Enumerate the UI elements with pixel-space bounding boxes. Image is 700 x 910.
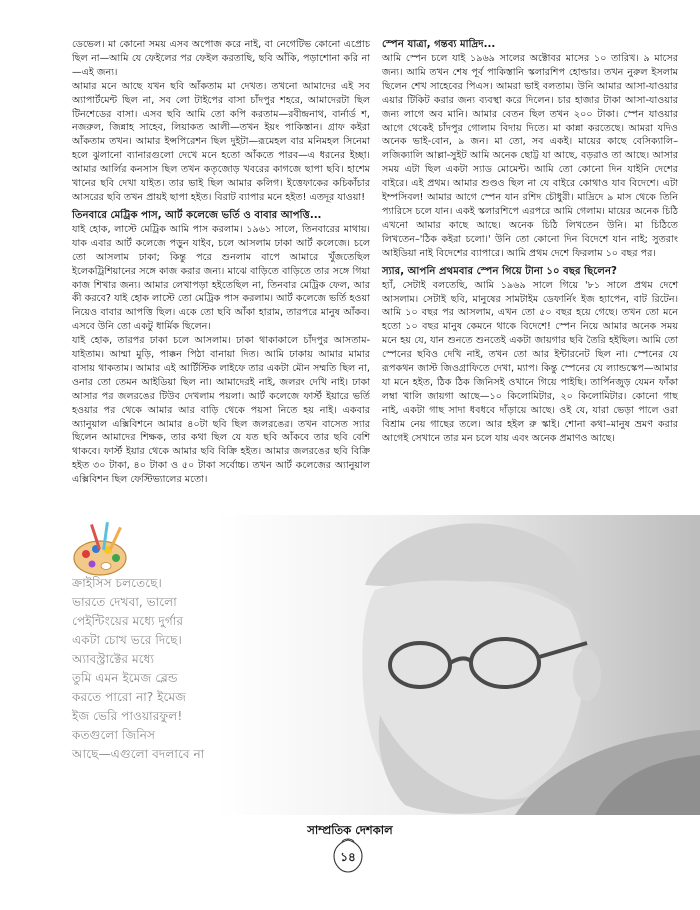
- spain-paragraph: আমি স্পেন চলে যাই ১৯৬৯ সালের অক্টোবর মাসের ১০ তারিখ। ৯ মাসের জন্য। আমি তখন শেষ পূর্ব পাকিস্তানি স্কলারশিপ হোল্ডার। তখন নুরুল ইসলাম ছিলেন শেখ সাহেবের পিএস। আমরা ভাই বলতাম। উনি আমার আসা-যাওয়ার এয়ার টিকিট করার জন্য ব্যবস্থা করে দিলেন। চার হাজার টাকা আসা-যাওয়ার জন্য লাগে অব মানি। আমার বেতন ছিল তখন ২০০ টাকা। স্পেন যাওয়ার আগে থেকেই চাঁদপুর গোলাম বিদায় দিতে। মা কান্না করতেছে। আমরা যদিও অনেক ভাই-বোন, ৯ জন। মা তো, সব একই। মায়ের কাছে বেসিক্যালি– লজিক্যালি আল্লা-সুইট আমি অনেক ছোট্ট যা আছে, বড়রাও তা আছে। আসার সময় এটা ছিল একটা স্যাড মোমেন্ট। আমি তো কোনো দিন যাইনি দেশের বাইরে। এই প্রথম। আমার শুণ্ডও ছিল না যে বাইরে কোথাও যাব বিদেশে। এটা ইম্পসিবল! আমার আগে স্পেন যান রশিদ চৌধুরী। মাদ্রিদে ৯ মাস থেকে তিনি প্যারিসে চলে যান। একই স্কলারশিপে এরপরে আমি গেলাম। মায়ের অনেক চিঠি এখনো আমার কাছে আছে। অনেক চিঠি লিখতেন উনি। মা চিঠিতে লিখতেন–'ঠিক কইরা চলো।' উনি তো কোনো দিন বিদেশে যান নাই; সুতরাং আইডিয়া নাই বিদেশের ব্যাপারে। আমি প্রথম দেশে ফিরলাম ১০ বছর পর।: [382, 53, 678, 259]
- pull-quote-block: [72, 522, 237, 812]
- matric-paragraph: যাই হোক, লাস্টে মেট্রিক আমি পাস করলাম। ১৯৬১ সালে, তিনবারের মাথায়। যাক এবার আর্ট কলেজে পড়ুন যাইব, চলে আসলাম ঢাকা আর্ট কলেজে। চলে তো আসলাম ঢাকা; কিন্তু পরে শুনলাম বাপে আমারে খুঁজতেছিল ইলেকট্রিশিয়ানের সঙ্গে কাজ করার জন্য। মাঝে বাড়িতে বাড়িতে তার সঙ্গে গিয়া কাজ শিখার জন্য। আমার লেখাপড়া হইতেছিল না, তিনবার মেট্রিক ফেল, আর কী করবে? যাই হোক লাস্টে তো মেট্রিক পাস করলাম। আর্ট কলেজে ভর্তি হওয়া নিয়েও বাবার আপত্তি ছিল। একে তো ছবি আঁকা হারাম, তারপরে মানুষ আঁকব। এসবে উনি তো একটু ধার্মিক ছিলেন।: [72, 223, 370, 333]
- section-heading-spain: স্পেন যাত্রা, গন্তব্য মাদ্রিদ...: [382, 39, 496, 50]
- page-number-ornament: [328, 836, 368, 876]
- magazine-title: সাম্প্রতিক দেশকাল: [307, 823, 393, 837]
- left-column: [72, 38, 370, 487]
- page-number: ১৪: [340, 850, 356, 864]
- answer-paragraph: হ্যাঁ, সেটাই বলতেছি, আমি ১৯৬৯ সালে গিয়ে '৮১ সালে প্রথম দেশে আসলাম। সেটাই ছবি, মানুষের সামটাইম ডেফার্নিং ইজ হ্যাপেন, বাট রিটেন। আমি ১০ বছর পর আসলাম, এখন তো ৫০ বছর হয়ে গেছে। তখন তো মনে হতো ১০ বছর মানুষ কেমনে থাকে বিদেশে! স্পেন নিয়ে আমার অনেক সময় মনে হয় যে, যান শুনতে শুনতেই একটা জায়গার ছবি তৈরি হইছিল। আমি তো স্পেনের ছবিও দেখি নাই, তখন তো আর ইন্টারনেট ছিল না। স্পেনের যে রূপকথন জাস্ট জিওগ্রাফিতে দেখা, ম্যাপ। কিন্তু স্পেনের যে ল্যান্ডস্কেপ—আমার যা মনে হইত, ঠিক ঠিক জিনিসই ওখানে গিয়ে পাইছি। তার্পিনজুড় যেমন ফাঁকা লম্বা খালি জায়গা আছে—১০ কিলোমিটার, ২০ কিলোমিটার। কোনো গাছ নাই, একটা গাছ সাদা ধবধবে দাঁড়ায়ে আছে। ওই যে, যারা ভেড়া পালে ওরা বিশ্রাম নেয় গাছের তলে। আর হইল রু স্কাই। শোনা কথা–মানুষ ভ্রমণ করার আগেই সেখানে তার মন চলে যায় এবং অনেক প্রমাণও আছে।: [382, 279, 678, 444]
- portrait-photo: [215, 515, 700, 815]
- pull-quote: ক্রাইসিস চলতেছে। ভারতে দেখবা, ভালো পেইন্টিংয়ের মধ্যে দুর্গার একটা চোখ ভরে দিছে। অ্যাবস্ট্রাক্টের মধ্যে তুমি এমন ইমেজ ব্লেন্ড করতে পারো না? ইমেজ ইজ ভেরি পাওয়ারফুল! কতগুলো জিনিস আছে—এগুলো বদলাবে না: [72, 576, 205, 761]
- question-heading: স্যার, আপনি প্রথমবার স্পেন গিয়ে টানা ১০ বছর ছিলেন?: [382, 265, 617, 277]
- paint-palette-icon: [72, 522, 134, 578]
- childhood-paragraph: আমার মনে আছে যখন ছবি আঁকতাম মা দেখত। তখনো আমাদের এই সব অ্যাপার্টমেন্ট ছিল না, সব লো টাইপের বাসা চাঁদপুর শহরে, আমাদেরটা ছিল টিনশেডের বাসা। এসব ছবি আমি তো কপি করতাম—রবীন্দ্রনাথ, বার্নার্ড শ, নজরুল, জিন্নাহ সাহেব, লিয়াকত আলী—তখন ইয়ং পাকিস্তান। গ্রাফ কইরা আঁকতাম তখন। আমার ইন্সপিরেশন ছিল দুইটা—রূমেহল বার মনিমহল সিনেমা হলে ঝুলানো ব্যানারগুলো দেখে মনে হতো আঁকতে পারব—এ ধরনের ইচ্ছা। আমার আর্লির কনসাস ছিল তখন কতৃজোড় খবরের কাগজে ছাপা ছবি। হাশেম খানের ছবি দেখা যাইত। তার ভাই ছিল আমার কলিগ। ইত্তেফাকের কচিকাঁচার আসরের ছবি তখন প্রায়ই ছাপা হইত। বিরাট ব্যাপার মনে হইত! এতদূর যাওয়া!: [72, 80, 370, 203]
- right-column: [382, 38, 678, 445]
- intro-paragraph: ডেভেল। মা কোনো সময় এসব অপোজ করে নাই, বা নেগেটিভ কোনো এপ্রোচ ছিল না—আমি যে ফেইলের পর ফেইল করতাছি, ছবি আঁকি, পড়াশোনা করি না—এই জন্য।: [72, 39, 370, 78]
- section-heading-matric: তিনবারে মেট্রিক পাস, আর্ট কলেজে ভর্তি ও বাবার আপত্তি...: [72, 209, 322, 221]
- dhaka-paragraph: যাই হোক, তারপর ঢাকা চলে আসলাম। ঢাকা থাকাকালে চাঁদপুর আসতাম-যাইতাম। আম্মা মুড়ি, পাক্কন পিঠা বানায়া দিত। আমি ঢাকায় আমার মামার বাসায় থাকতাম। আমার এই আর্টিস্টিক লাইফে তার একটা মৌন সম্মতি ছিল না, ওনার তো তেমন আইডিয়া ছিল না। আমাদেরই নাই, জলরং দেখি নাই। ঢাকা আসার পর জলরঙের টিউব দেখলাম পয়লা। আর্ট কলেজে ফার্স্ট ইয়ারে ভর্তি হওয়ার পর থেকে আমার আর বাড়ি থেকে পয়সা নিতে হয় নাই। একবার অ্যানুয়াল এক্সিবিশনে আমার ৪০টা ছবি ছিল জলরঙের। তখন বাসেত স্যার ছিলেন আমাদের শিক্ষক, তার কথা ছিল যে যত ছবি আঁকবে তার ছবি বেশি থাকবে। ফার্স্ট ইয়ার থেকে আমার ছবি বিক্রি হইত। আমার জলরঙের ছবি বিক্রি হইত ৩০ টাকা, ৪০ টাকা ও ৫০ টাকা সর্বোচ্চ। তখন আর্ট কলেজের অ্যানুয়াল এক্সিবিশন ছিল ফেস্টিভ্যালের মতো।: [72, 335, 370, 486]
